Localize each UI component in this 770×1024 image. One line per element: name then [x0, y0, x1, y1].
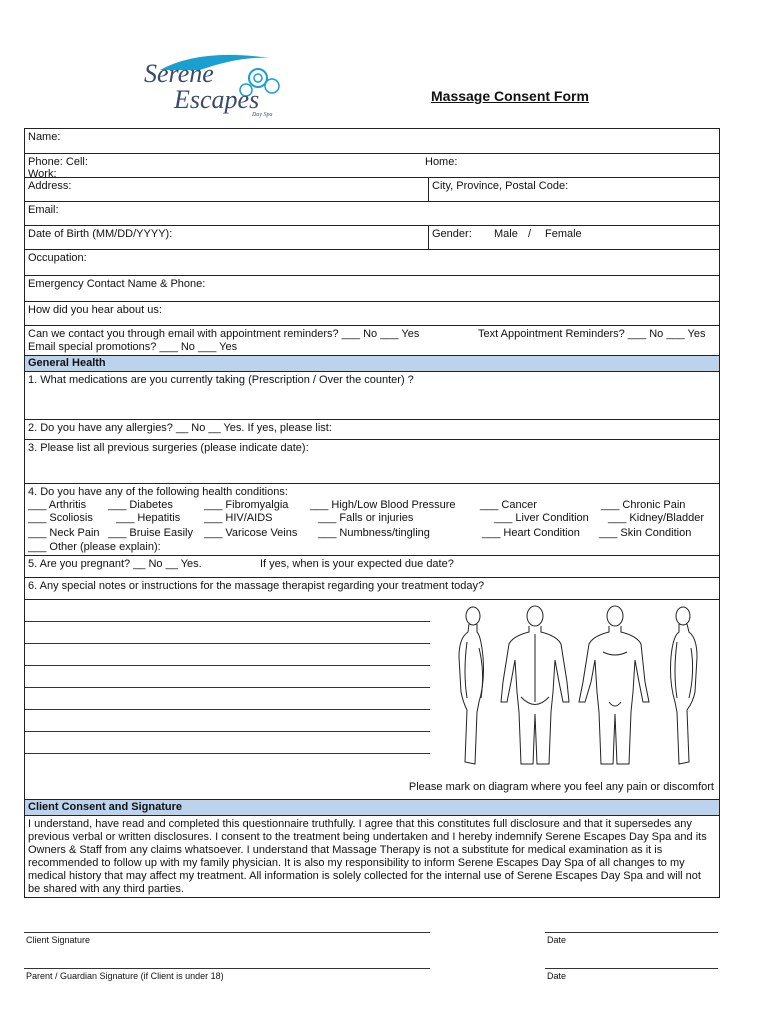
- cond-heart[interactable]: ___ Heart Condition: [482, 527, 580, 539]
- cond-other[interactable]: ___ Other (please explain):: [28, 541, 161, 553]
- serene-escapes-logo: [140, 48, 290, 118]
- allergies-row[interactable]: [25, 419, 719, 440]
- cond-neck-pain[interactable]: ___ Neck Pain: [28, 527, 100, 539]
- dob-label: Date of Birth (MM/DD/YYYY):: [28, 228, 173, 240]
- client-signature-line[interactable]: [24, 932, 430, 933]
- notes-line[interactable]: [25, 709, 430, 710]
- contact-row[interactable]: [25, 325, 719, 356]
- q4-label: 4. Do you have any of the following health conditions:: [28, 486, 288, 498]
- q1-label: 1. What medications are you currently taking (Prescription / Over the counter) ?: [28, 374, 414, 386]
- q3-label: 3. Please list all previous surgeries (please indicate date):: [28, 442, 309, 454]
- q5-label: 5. Are you pregnant? __ No __ Yes.: [28, 558, 202, 570]
- cond-fibromyalgia[interactable]: ___ Fibromyalgia: [204, 499, 289, 511]
- body-figure-front: [579, 606, 649, 764]
- address-row[interactable]: [25, 177, 719, 202]
- body-figure-side-right: [671, 607, 698, 764]
- general-health-header: [25, 355, 719, 372]
- dob-row[interactable]: [25, 225, 719, 250]
- body-diagram[interactable]: [445, 602, 715, 772]
- q5-due-date-label: If yes, when is your expected due date?: [260, 558, 454, 570]
- cond-blood-pressure[interactable]: ___ High/Low Blood Pressure: [310, 499, 456, 511]
- email-label: Email:: [28, 204, 59, 216]
- gender-female[interactable]: Female: [545, 228, 582, 240]
- phone-row[interactable]: [25, 153, 719, 178]
- parent-signature-line[interactable]: [24, 968, 430, 969]
- diagram-caption: Please mark on diagram where you feel any pain or discomfort: [408, 781, 714, 793]
- general-health-title: General Health: [28, 357, 106, 369]
- svg-text:Day Spa: Day Spa: [252, 112, 273, 118]
- notes-line[interactable]: [25, 621, 430, 622]
- name-label: Name:: [28, 131, 61, 143]
- notes-line[interactable]: [25, 731, 430, 732]
- date-line-2[interactable]: [545, 968, 718, 969]
- home-label: Home:: [425, 156, 458, 168]
- emergency-label: Emergency Contact Name & Phone:: [28, 278, 206, 290]
- gender-slash: /: [528, 228, 532, 240]
- notes-area[interactable]: [25, 599, 719, 800]
- cond-kidney[interactable]: ___ Kidney/Bladder: [608, 512, 705, 524]
- date-label-1: Date: [547, 935, 567, 945]
- notes-row[interactable]: [25, 577, 719, 600]
- notes-line[interactable]: [25, 665, 430, 666]
- cond-hiv[interactable]: ___ HIV/AIDS: [204, 512, 273, 524]
- svg-text:Escapes: Escapes: [174, 85, 260, 114]
- form-title: Massage Consent Form: [431, 88, 589, 104]
- q6-label: 6. Any special notes or instructions for the massage therapist regarding your treatment today?: [28, 580, 485, 592]
- cond-cancer[interactable]: ___ Cancer: [480, 499, 537, 511]
- text-reminders-label: Text Appointment Reminders? ___ No ___ Yes: [478, 328, 706, 340]
- consent-title: Client Consent and Signature: [28, 801, 183, 813]
- cond-falls[interactable]: ___ Falls or injuries: [318, 512, 414, 524]
- hear-row[interactable]: [25, 301, 719, 326]
- pregnant-row[interactable]: [25, 555, 719, 578]
- conditions-row[interactable]: [25, 483, 719, 556]
- notes-line[interactable]: [25, 643, 430, 644]
- occupation-row[interactable]: [25, 249, 719, 276]
- cond-varicose[interactable]: ___ Varicose Veins: [204, 527, 298, 539]
- q2-label: 2. Do you have any allergies? __ No __ Yes. If yes, please list:: [28, 422, 332, 434]
- cond-numbness[interactable]: ___ Numbness/tingling: [318, 527, 430, 539]
- cond-hepatitis[interactable]: ___ Hepatitis: [116, 512, 181, 524]
- notes-line[interactable]: [25, 753, 430, 754]
- notes-line[interactable]: [25, 687, 430, 688]
- surgeries-row[interactable]: [25, 439, 719, 484]
- hear-label: How did you hear about us:: [28, 304, 162, 316]
- cond-arthritis[interactable]: ___ Arthritis: [28, 499, 87, 511]
- svg-text:Serene: Serene: [144, 59, 214, 88]
- date-label-2: Date: [547, 971, 567, 981]
- work-label: Work:: [28, 168, 57, 180]
- cond-skin[interactable]: ___ Skin Condition: [599, 527, 692, 539]
- consent-form: [24, 128, 720, 898]
- name-row[interactable]: [25, 129, 719, 153]
- consent-text-row: [25, 815, 719, 898]
- gender-male[interactable]: Male: [494, 228, 518, 240]
- contact-email-label: Can we contact you through email with appointment reminders? ___ No ___ Yes: [28, 328, 420, 340]
- cond-scoliosis[interactable]: ___ Scoliosis: [28, 512, 93, 524]
- address-label: Address:: [28, 180, 72, 192]
- cond-diabetes[interactable]: ___ Diabetes: [108, 499, 173, 511]
- email-row[interactable]: [25, 201, 719, 226]
- cond-chronic-pain[interactable]: ___ Chronic Pain: [601, 499, 686, 511]
- consent-text: I understand, have read and completed this questionnaire truthfully. I agree that this constitutes full disclosure and that it supersedes any previous verbal or written disclosures. I consent to the treatment being undertaken and I hereby indemnify Serene Escapes Day Spa and its Owners & Staff from any claims whatsoever. I understand that Massage Therapy is not a substitute for medical examination as it is recommended to follow up with my family physician. It is also my responsibility to inform Serene Escapes Day Spa of all changes to my medical history that may affect my treatment. All information is solely collected for the internal use of Serene Escapes Day Spa and will not be shared with any third parties.: [28, 818, 707, 895]
- emergency-row[interactable]: [25, 275, 719, 302]
- cond-liver[interactable]: ___ Liver Condition: [494, 512, 589, 524]
- city-label: City, Province, Postal Code:: [432, 180, 569, 192]
- body-figure-side-left: [459, 607, 484, 764]
- body-figure-back: [501, 606, 569, 764]
- occupation-label: Occupation:: [28, 252, 87, 264]
- consent-header: [25, 799, 719, 816]
- medications-row[interactable]: [25, 371, 719, 420]
- promotions-label: Email special promotions? ___ No ___ Yes: [28, 341, 238, 353]
- gender-label: Gender:: [432, 228, 472, 240]
- date-line-1[interactable]: [545, 932, 718, 933]
- phone-cell-label: Phone: Cell:: [28, 156, 88, 168]
- client-signature-label: Client Signature: [26, 935, 91, 945]
- parent-signature-label: Parent / Guardian Signature (if Client is under 18): [26, 971, 224, 981]
- cond-bruise[interactable]: ___ Bruise Easily: [108, 527, 193, 539]
